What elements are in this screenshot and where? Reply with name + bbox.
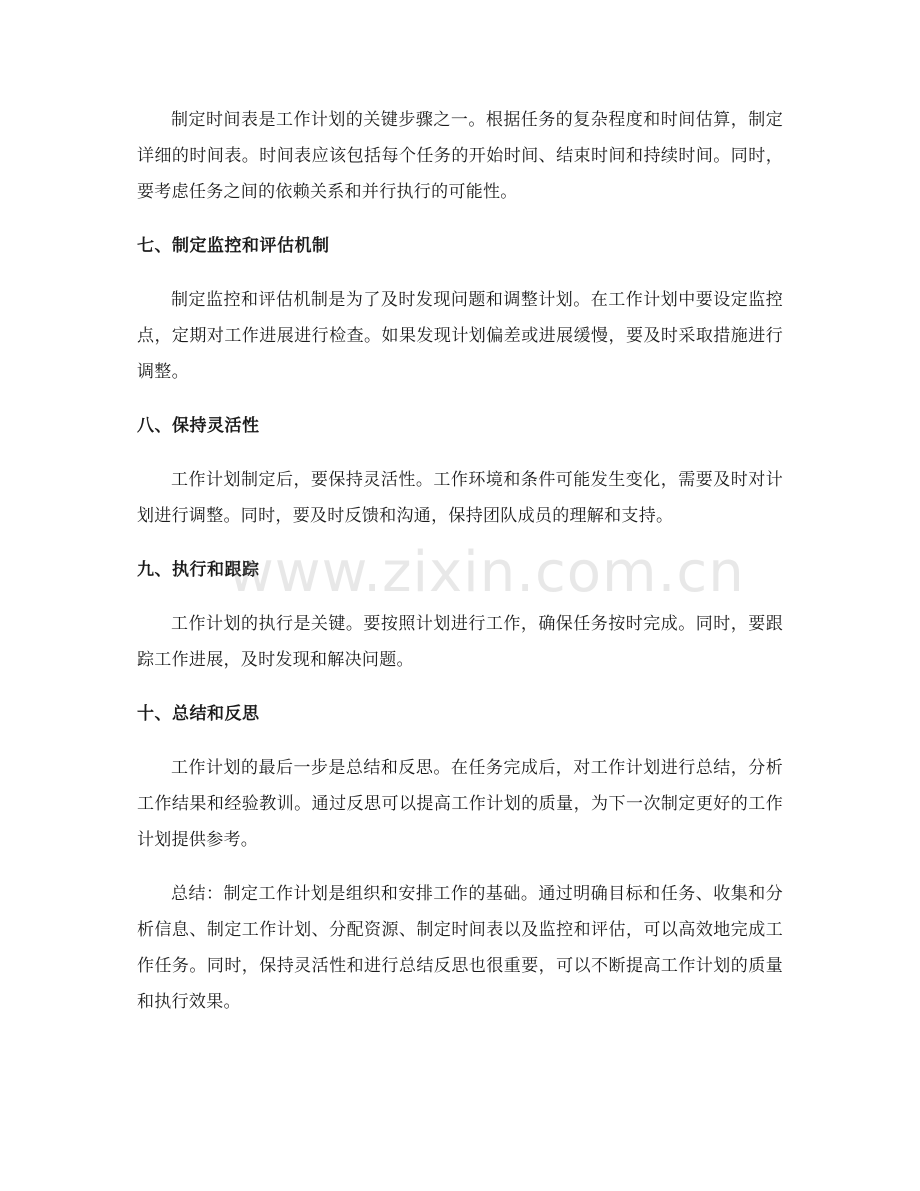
section-7-heading: 七、制定监控和评估机制 [137, 236, 330, 256]
section-7-paragraph: 制定监控和评估机制是为了及时发现问题和调整计划。在工作计划中要设定监控点，定期对工作进展进行检查。如果发现计划偏差或进展缓慢，要及时采取措施进行调整。 [137, 290, 783, 382]
intro-paragraph: 制定时间表是工作计划的关键步骤之一。根据任务的复杂程度和时间估算，制定详细的时间表。时间表应该包括每个任务的开始时间、结束时间和持续时间。同时，要考虑任务之间的依赖关系和并行执行的可能性。 [137, 110, 783, 202]
section-10-heading: 十、总结和反思 [137, 704, 260, 724]
watermark: www.zixin.com.cn [228, 540, 745, 605]
summary-paragraph: 总结：制定工作计划是组织和安排工作的基础。通过明确目标和任务、收集和分析信息、制定工作计划、分配资源、制定时间表以及监控和评估，可以高效地完成工作任务。同时，保持灵活性和进行总结反思也很重要，可以不断提高工作计划的质量和执行效果。 [137, 884, 783, 1012]
section-8-heading: 八、保持灵活性 [137, 416, 260, 436]
section-9-paragraph: 工作计划的执行是关键。要按照计划进行工作，确保任务按时完成。同时，要跟踪工作进展，及时发现和解决问题。 [137, 614, 783, 670]
section-9-heading: 九、执行和跟踪 [137, 560, 260, 580]
section-8-paragraph: 工作计划制定后，要保持灵活性。工作环境和条件可能发生变化，需要及时对计划进行调整。同时，要及时反馈和沟通，保持团队成员的理解和支持。 [137, 470, 783, 526]
section-10-paragraph: 工作计划的最后一步是总结和反思。在任务完成后，对工作计划进行总结，分析工作结果和经验教训。通过反思可以提高工作计划的质量，为下一次制定更好的工作计划提供参考。 [137, 758, 783, 850]
document-body [137, 102, 783, 1020]
